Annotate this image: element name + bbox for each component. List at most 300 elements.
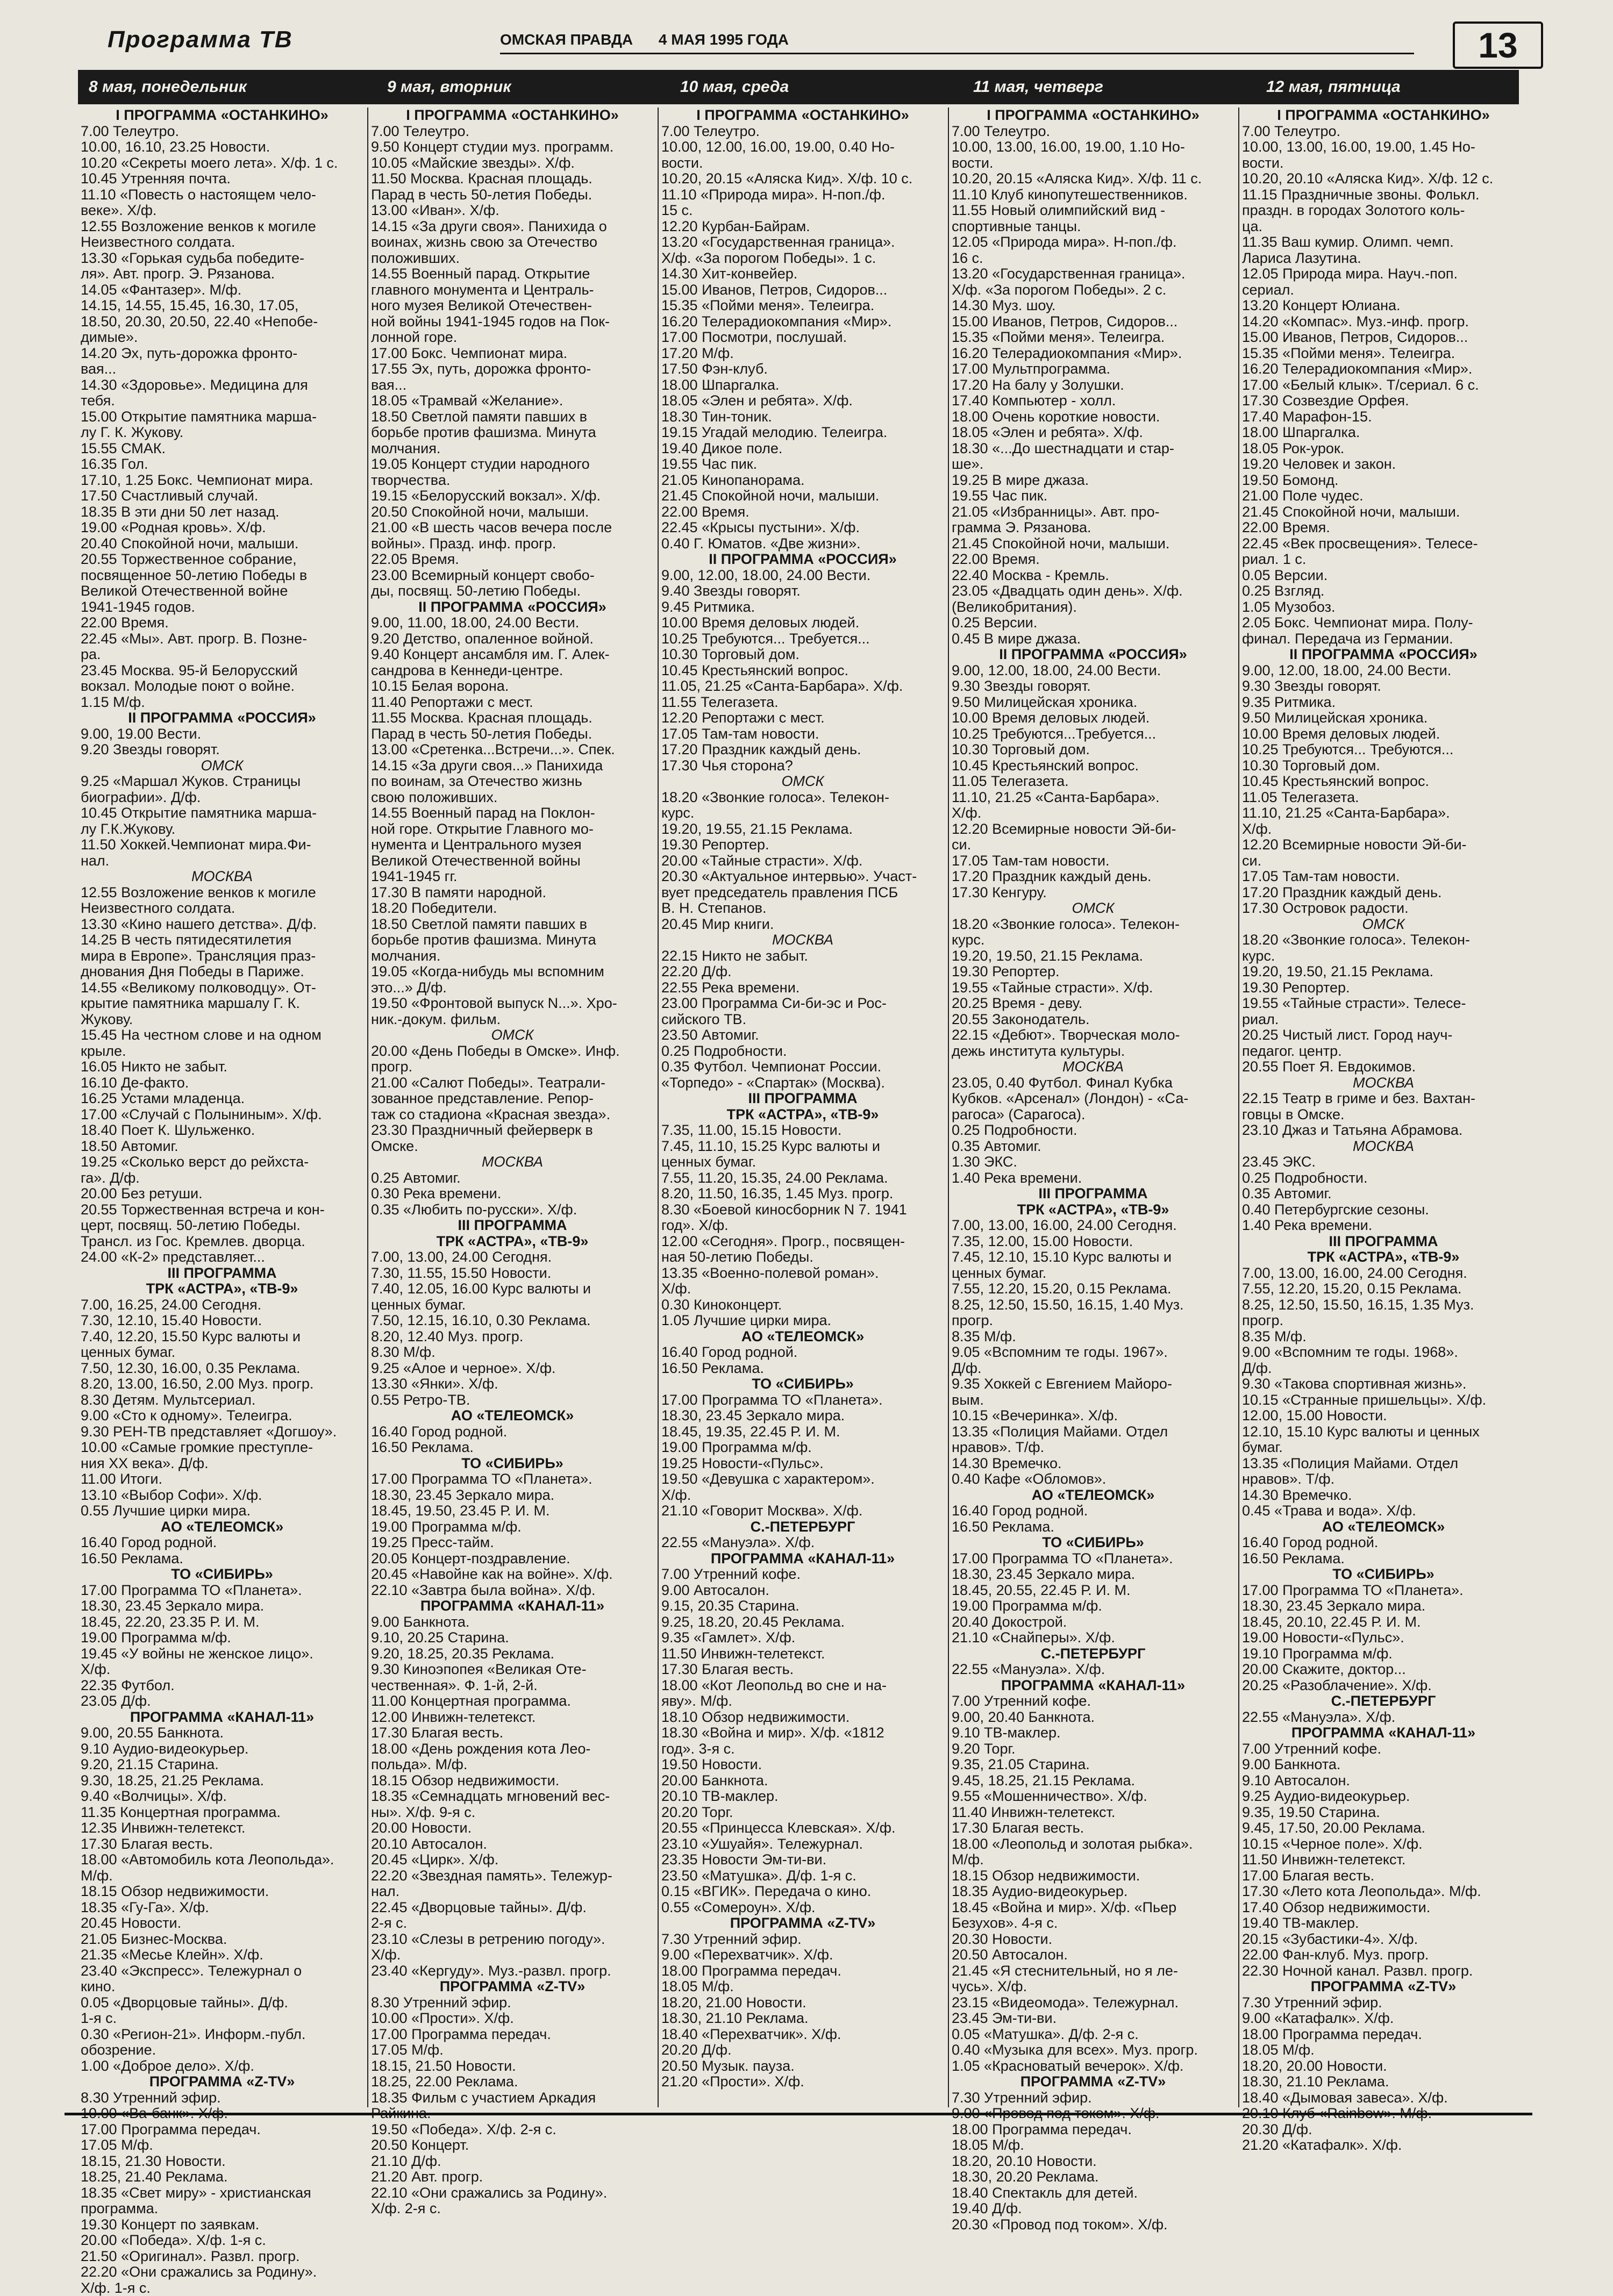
program-entry: 9.10 ТВ-маклер. [952,1725,1234,1741]
program-entry: нумента и Центрального музея [371,837,654,853]
program-entry: 7.55, 11.20, 15.35, 24.00 Реклама. [661,1170,944,1186]
program-entry: 17.30 Благая весть. [81,1836,363,1852]
program-entry: бумаг. [1242,1440,1525,1456]
program-entry: 8.35 М/ф. [1242,1329,1525,1345]
program-entry: 10.45 Крестьянский вопрос. [661,663,944,679]
program-entry: 16.35 Гол. [81,456,363,473]
program-entry: 14.15 «За други своя...» Панихида [371,758,654,774]
program-entry: 0.40 Г. Юматов. «Две жизни». [661,536,944,552]
program-entry: 9.00, 12.00, 18.00, 24.00 Вести. [661,568,944,584]
program-entry: Д/ф. [952,1361,1234,1377]
program-entry: 19.00 Программа м/ф. [371,1519,654,1535]
program-entry: 10.45 Утренняя почта. [81,171,363,187]
program-entry: 23.30 Праздничный фейерверк в [371,1122,654,1139]
program-entry: 9.30 Звезды говорят. [1242,678,1525,695]
program-entry: 18.30, 20.20 Реклама. [952,2169,1234,2185]
program-entry: 11.10 «Повесть о настоящем чело- [81,187,363,203]
program-entry: 9.30 Звезды говорят. [952,678,1234,695]
program-entry: 18.30 «...До шестнадцати и стар- [952,441,1234,457]
program-entry: 7.50, 12.15, 16.10, 0.30 Реклама. [371,1313,654,1329]
program-entry: 9.00 Автосалон. [661,1583,944,1599]
program-entry: 19.15 Угадай мелодию. Телеигра. [661,425,944,441]
program-entry: ценных бумаг. [952,1265,1234,1282]
program-entry: ца. [1242,219,1525,235]
program-entry: лонной горе. [371,330,654,346]
program-entry: 18.30 Тин-тоник. [661,409,944,425]
program-entry: В. Н. Степанов. [661,900,944,917]
program-entry: 22.45 «Мы». Авт. прогр. В. Позне- [81,631,363,647]
program-entry: 8.30 М/ф. [371,1344,654,1361]
program-entry: 9.00 Банкнота. [371,1614,654,1630]
program-entry: 9.55 «Мошенничество». Х/ф. [952,1789,1234,1805]
channel-heading: ПРОГРАММА «КАНАЛ-11» [1242,1725,1525,1741]
program-entry: 0.35 «Любить по-русски». Х/ф. [371,1202,654,1218]
program-entry: 7.40, 12.05, 16.00 Курс валюты и [371,1281,654,1297]
channel-heading: ТРК «АСТРА», «ТВ-9» [661,1107,944,1123]
program-entry: 15.35 «Пойми меня». Телеигра. [1242,346,1525,362]
program-entry: 11.10 «Природа мира». Н-поп./ф. [661,187,944,203]
program-entry: 17.30 «Лето кота Леопольда». М/ф. [1242,1884,1525,1900]
program-entry: спортивные танцы. [952,219,1234,235]
program-entry: 19.40 ТВ-маклер. [1242,1915,1525,1932]
program-entry: чественная». Ф. 1-й, 2-й. [371,1678,654,1694]
program-entry: 21.05 «Избранницы». Авт. про- [952,504,1234,520]
program-entry: М/ф. [81,1868,363,1884]
program-entry: 9.35, 19.50 Старина. [1242,1805,1525,1821]
program-entry: 10.20, 20.10 «Аляска Кид». Х/ф. 12 с. [1242,171,1525,187]
program-entry: 1.05 Лучшие цирки мира. [661,1313,944,1329]
program-entry: 20.40 Спокойной ночи, малыши. [81,536,363,552]
program-entry: 10.00, 16.10, 23.25 Новости. [81,139,363,155]
program-entry: 14.30 «Здоровье». Медицина для [81,377,363,394]
channel-heading: ТРК «АСТРА», «ТВ-9» [81,1281,363,1297]
channel-heading: ПРОГРАММА «КАНАЛ-11» [952,1678,1234,1694]
program-entry: 19.25 В мире джаза. [952,473,1234,489]
column-tuesday [371,108,654,2107]
program-entry: 17.30 В памяти народной. [371,885,654,901]
program-entry: 18.25, 21.40 Реклама. [81,2169,363,2185]
program-entry: 18.20 «Звонкие голоса». Телекон- [952,917,1234,933]
program-entry: Х/ф. «За порогом Победы». 2 с. [952,282,1234,298]
program-entry: молчания. [371,948,654,964]
region-subheading: МОСКВА [371,1154,654,1170]
program-entry: 22.00 Время. [661,504,944,520]
program-entry: 20.00 «День Победы в Омске». Инф. [371,1043,654,1060]
section-title: Программа ТВ [108,26,387,54]
program-entry: 7.00 Телеутро. [1242,124,1525,140]
program-entry: 17.00 «Случай с Полыниным». Х/ф. [81,1107,363,1123]
program-entry: молчания. [371,441,654,457]
program-entry: 19.00 Программа м/ф. [661,1440,944,1456]
program-entry: 13.30 «Янки». Х/ф. [371,1376,654,1392]
program-entry: вая... [371,377,654,394]
program-entry: 9.30 РЕН-ТВ представляет «Догшоу». [81,1424,363,1440]
program-entry: 7.00, 16.25, 24.00 Сегодня. [81,1297,363,1313]
region-subheading: ОМСК [81,758,363,774]
program-entry: 18.00 «Кот Леопольд во сне и на- [661,1678,944,1694]
program-entry: 9.00 Банкнота. [1242,1757,1525,1773]
program-entry: сериал. [1242,282,1525,298]
program-entry: 14.30 Хит-конвейер. [661,266,944,282]
program-entry: Х/ф. [952,805,1234,821]
program-entry: 18.00 «День рождения кота Лео- [371,1741,654,1757]
program-entry: 7.55, 12.20, 15.20, 0.15 Реклама. [1242,1281,1525,1297]
program-entry: 16.50 Реклама. [952,1519,1234,1535]
program-entry: 23.40 «Кергуду». Муз.-развл. прогр. [371,1963,654,1979]
program-entry: 20.25 Чистый лист. Город науч- [1242,1027,1525,1043]
program-entry: Х/ф. [81,1662,363,1678]
program-entry: 9.20 Торг. [952,1741,1234,1757]
program-entry: 20.45 Мир книги. [661,917,944,933]
program-entry: 9.05 «Вспомним те годы. 1967». [952,1344,1234,1361]
program-entry: 8.35 М/ф. [952,1329,1234,1345]
program-entry: борьбе против фашизма. Минута [371,932,654,948]
program-entry: 18.35 «Свет миру» - христианская [81,2185,363,2201]
program-entry: ля». Авт. прогр. Э. Рязанова. [81,266,363,282]
program-entry: тебя. [81,393,363,409]
program-entry: 9.50 Концерт студии муз. программ. [371,139,654,155]
program-entry: 1.05 «Красноватый вечерок». Х/ф. [952,2058,1234,2075]
program-entry: 7.00 Утренний кофе. [661,1567,944,1583]
program-entry: прогр. [1242,1313,1525,1329]
program-entry: 18.00 Программа передач. [661,1963,944,1979]
program-entry: 23.10 «Ушуайя». Тележурнал. [661,1836,944,1852]
program-entry: 21.00 Поле чудес. [1242,488,1525,504]
program-entry: 18.05 Рок-урок. [1242,441,1525,457]
program-entry: 9.35 Ритмика. [1242,695,1525,711]
program-entry: 17.20 Праздник каждый день. [661,742,944,758]
program-entry: 22.55 «Мануэла». Х/ф. [661,1535,944,1551]
program-entry: 15.00 Открытие памятника марша- [81,409,363,425]
program-entry: ная 50-летию Победы. [661,1249,944,1265]
program-entry: 17.00 Благая весть. [1242,1868,1525,1884]
program-entry: 9.35 «Гамлет». Х/ф. [661,1630,944,1646]
program-entry: 1.40 Река времени. [952,1170,1234,1186]
program-entry: 10.00 «Самые громкие преступле- [81,1440,363,1456]
program-entry: 9.40 Звезды говорят. [661,583,944,599]
channel-heading: II ПРОГРАММА «РОССИЯ» [952,647,1234,663]
program-entry: ны». Х/ф. 9-я с. [371,1805,654,1821]
program-entry: 18.00 Программа передач. [952,2122,1234,2138]
program-entry: 19.40 Дикое поле. [661,441,944,457]
channel-heading: III ПРОГРАММА [1242,1234,1525,1250]
program-entry: 13.20 «Государственная граница». [952,266,1234,282]
program-entry: 9.25 «Маршал Жуков. Страницы [81,774,363,790]
program-entry: 0.25 Подробности. [1242,1170,1525,1186]
program-entry: 14.55 Военный парад на Поклон- [371,805,654,821]
day-header-bar [78,70,1519,104]
program-entry: 22.10 «Завтра была война». Х/ф. [371,1583,654,1599]
program-entry: Омске. [371,1139,654,1155]
program-entry: 11.10 Клуб кинопутешественников. [952,187,1234,203]
program-entry: 18.30, 21.10 Реклама. [661,2011,944,2027]
program-entry: 12.05 Природа мира. Науч.-поп. [1242,266,1525,282]
program-entry: 11.10, 21.25 «Санта-Барбара». [952,790,1234,806]
program-entry: 13.35 «Полиция Майами. Отдел [1242,1456,1525,1472]
program-entry: 17.40 Компьютер - холл. [952,393,1234,409]
program-entry: вости. [1242,155,1525,171]
program-entry: 10.20 «Секреты моего лета». Х/ф. 1 с. [81,155,363,171]
program-entry: 23.05 «Двадцать один день». Х/ф. [952,583,1234,599]
program-entry: 7.30, 11.55, 15.50 Новости. [371,1265,654,1282]
program-entry: 21.45 Спокойной ночи, малыши. [1242,504,1525,520]
program-entry: 19.55 Час пик. [661,456,944,473]
program-entry: 8.20, 13.00, 16.50, 2.00 Муз. прогр. [81,1376,363,1392]
program-entry: 16.20 Телерадиокомпания «Мир». [952,346,1234,362]
program-entry: 20.00 Новости. [371,1820,654,1836]
program-entry: 18.30, 23.45 Зеркало мира. [371,1487,654,1504]
program-entry: 1.05 Музобоз. [1242,599,1525,616]
program-entry: 20.25 Время - деву. [952,996,1234,1012]
program-entry: 23.40 «Экспресс». Тележурнал о [81,1963,363,1979]
program-entry: 15.55 СМАК. [81,441,363,457]
program-entry: 21.10 «Говорит Москва». Х/ф. [661,1503,944,1519]
program-entry: 9.45, 18.25, 21.15 Реклама. [952,1773,1234,1789]
program-entry: 20.00 «Победа». Х/ф. 1-я с. [81,2233,363,2249]
program-entry: 11.50 Москва. Красная площадь. [371,171,654,187]
program-entry: 20.50 Музык. пауза. [661,2058,944,2075]
program-entry: 9.00, 12.00, 18.00, 24.00 Вести. [1242,663,1525,679]
program-entry: 19.50 Бомонд. [1242,473,1525,489]
program-entry: си. [1242,853,1525,869]
program-entry: 9.30 «Такова спортивная жизнь». [1242,1376,1525,1392]
day-monday: 8 мая, понедельник [89,70,358,104]
program-entry: 9.40 Концерт ансамбля им. Г. Алек- [371,647,654,663]
program-entry: 18.35 В эти дни 50 лет назад. [81,504,363,520]
program-entry: 18.30, 23.45 Зеркало мира. [952,1567,1234,1583]
program-entry: 18.05 М/ф. [1242,2042,1525,2058]
channel-heading: ТО «СИБИРЬ» [661,1376,944,1392]
program-entry: 9.10 Аудио-видеокурьер. [81,1741,363,1757]
program-entry: таж со стадиона «Красная звезда». [371,1107,654,1123]
program-entry: 23.00 Программа Си-би-эс и Рос- [661,996,944,1012]
program-entry: 0.05 «Дворцовые тайны». Д/ф. [81,1995,363,2011]
program-entry: 17.55 Эх, путь, дорожка фронто- [371,361,654,377]
program-entry: 14.05 «Фантазер». М/ф. [81,282,363,298]
program-entry: 13.30 «Кино нашего детства». Д/ф. [81,917,363,933]
program-entry: Х/ф. [1242,821,1525,838]
program-entry: 0.40 Кафе «Обломов». [952,1471,1234,1487]
program-entry: 1.15 М/ф. [81,695,363,711]
program-entry: 19.30 Репортер. [1242,980,1525,996]
program-entry: биографии». Д/ф. [81,790,363,806]
program-entry: 21.00 «В шесть часов вечера после [371,520,654,536]
program-entry: 15.00 Иванов, Петров, Сидоров... [661,282,944,298]
program-entry: 9.00, 20.40 Банкнота. [952,1710,1234,1726]
program-entry: 12.55 Возложение венков к могиле [81,885,363,901]
program-entry: 10.15 «Черное поле». Х/ф. [1242,1836,1525,1852]
program-entry: 17.00 Программа ТО «Планета». [952,1551,1234,1567]
program-entry: 23.15 «Видеомода». Тележурнал. [952,1995,1234,2011]
program-entry: 19.55 «Тайные страсти». Х/ф. [952,980,1234,996]
program-entry: Лариса Лазутина. [1242,251,1525,267]
program-entry: год». Х/ф. [661,1218,944,1234]
program-entry: 8.30 Утренний эфир. [81,2090,363,2106]
program-entry: 10.00 Время деловых людей. [661,615,944,631]
program-entry: ценных бумаг. [371,1297,654,1313]
program-entry: 20.40 Докострой. [952,1614,1234,1630]
program-entry: 18.20, 21.00 Новости. [661,1995,944,2011]
program-entry: 0.05 «Матушка». Д/ф. 2-я с. [952,2027,1234,2043]
program-entry: 17.00 Программа ТО «Планета». [1242,1583,1525,1599]
program-entry: 0.30 «Регион-21». Информ.-публ. [81,2027,363,2043]
program-entry: 7.00 Телеутро. [371,124,654,140]
program-entry: ного музея Великой Отечествен- [371,298,654,314]
program-entry: 9.25, 18.20, 20.45 Реклама. [661,1614,944,1630]
program-entry: 22.55 «Мануэла». Х/ф. [1242,1710,1525,1726]
program-entry: Х/ф. 2-я с. [371,2201,654,2217]
program-entry: 0.30 Река времени. [371,1186,654,1202]
program-entry: 13.35 «Полиция Майами. Отдел [952,1424,1234,1440]
program-entry: 19.50 «Фронтовой выпуск N...». Хро- [371,996,654,1012]
channel-heading: III ПРОГРАММА [371,1218,654,1234]
program-entry: 17.30 Кенгуру. [952,885,1234,901]
program-entry: 19.15 «Белорусский вокзал». Х/ф. [371,488,654,504]
program-entry: 18.20 Победители. [371,900,654,917]
program-entry: 20.10 ТВ-маклер. [661,1789,944,1805]
channel-heading: АО «ТЕЛЕОМСК» [1242,1519,1525,1535]
program-entry: 22.05 Время. [371,552,654,568]
program-entry: рагоса» (Сарагоса). [952,1107,1234,1123]
program-entry: 17.40 Обзор недвижимости. [1242,1900,1525,1916]
program-entry: днования Дня Победы в Париже. [81,964,363,980]
program-entry: ценных бумаг. [661,1154,944,1170]
program-entry: 18.40 «Перехватчик». Х/ф. [661,2027,944,2043]
program-entry: прогр. [371,1059,654,1075]
program-entry: 12.20 Всемирные новости Эй-би- [1242,837,1525,853]
program-entry: 11.05 Телегазета. [952,774,1234,790]
program-entry: 11.05 Телегазета. [1242,790,1525,806]
program-entry: 0.55 Лучшие цирки мира. [81,1503,363,1519]
channel-heading: ПРОГРАММА «КАНАЛ-11» [661,1551,944,1567]
region-subheading: ОМСК [371,1027,654,1043]
program-entry: 19.30 Репортер. [661,837,944,853]
program-entry: (Великобритания). [952,599,1234,616]
program-entry: ной горе. Открытие Главного мо- [371,821,654,838]
program-entry: 9.00 «Вспомним те годы. 1968». [1242,1344,1525,1361]
page-number: 13 [1453,22,1543,69]
program-entry: обозрение. [81,2042,363,2058]
program-entry: 16.50 Реклама. [371,1440,654,1456]
program-entry: Парад в честь 50-летия Победы. [371,726,654,742]
region-subheading: МОСКВА [661,932,944,948]
program-entry: 18.15 Обзор недвижимости. [81,1884,363,1900]
program-entry: 0.30 Киноконцерт. [661,1297,944,1313]
region-subheading: МОСКВА [1242,1075,1525,1091]
program-entry: 0.25 Взгляд. [1242,583,1525,599]
program-entry: свою положивших. [371,790,654,806]
program-entry: 12.10, 15.10 Курс валюты и ценных [1242,1424,1525,1440]
program-entry: 9.45, 17.50, 20.00 Реклама. [1242,1820,1525,1836]
program-entry: 1.00 «Доброе дело». Х/ф. [81,2058,363,2075]
program-entry: 10.30 Торговый дом. [952,742,1234,758]
program-entry: 17.30 Чья сторона? [661,758,944,774]
program-entry: 12.20 Курбан-Байрам. [661,219,944,235]
program-entry: 18.50, 20.30, 20.50, 22.40 «Непобе- [81,314,363,330]
channel-heading: ТО «СИБИРЬ» [81,1567,363,1583]
column-divider [367,108,368,2107]
channel-heading: С.-ПЕТЕРБУРГ [661,1519,944,1535]
program-entry: 11.50 Инвижн-телетекст. [661,1646,944,1662]
program-entry: 7.00 Утренний кофе. [952,1693,1234,1710]
program-entry: 11.40 Репортажи с мест. [371,695,654,711]
program-entry: 12.00 Инвижн-телетекст. [371,1710,654,1726]
program-entry: финал. Передача из Германии. [1242,631,1525,647]
channel-heading: I ПРОГРАММА «ОСТАНКИНО» [371,108,654,124]
program-entry: 20.20 Торг. [661,1805,944,1821]
program-entry: 1941-1945 годов. [81,599,363,616]
program-entry: 0.35 Автомиг. [1242,1186,1525,1202]
program-entry: 20.50 Концерт. [371,2137,654,2154]
program-entry: 12.05 «Природа мира». Н-поп./ф. [952,234,1234,251]
program-entry: 18.00 Программа передач. [1242,2027,1525,2043]
program-entry: 10.45 Крестьянский вопрос. [952,758,1234,774]
channel-heading: ПРОГРАММА «Z-TV» [371,1979,654,1995]
program-entry: 17.20 М/ф. [661,346,944,362]
program-entry: 20.20 Д/ф. [661,2042,944,2058]
program-entry: 0.05 Версии. [1242,568,1525,584]
program-entry: 10.00, 13.00, 16.00, 19.00, 1.10 Но- [952,139,1234,155]
program-entry: 20.30 «Провод под током». Х/ф. [952,2217,1234,2233]
program-entry: 19.05 Концерт студии народного [371,456,654,473]
program-entry: 18.35 Фильм с участием Аркадия [371,2090,654,2106]
program-entry: 21.05 Кинопанорама. [661,473,944,489]
program-entry: 18.30, 23.45 Зеркало мира. [1242,1598,1525,1614]
program-entry: 18.25, 22.00 Реклама. [371,2074,654,2090]
channel-heading: ТО «СИБИРЬ» [952,1535,1234,1551]
program-entry: 1.30 ЭКС. [952,1154,1234,1170]
program-entry: 9.30 Киноэпопея «Великая Оте- [371,1662,654,1678]
program-entry: 20.10 Автосалон. [371,1836,654,1852]
program-entry: 14.25 В честь пятидесятилетия [81,932,363,948]
region-subheading: ОМСК [1242,917,1525,933]
program-entry: творчества. [371,473,654,489]
program-entry: 18.45, 20.55, 22.45 Р. И. М. [952,1583,1234,1599]
program-entry: крыле. [81,1043,363,1060]
program-entry: 11.40 Инвижн-телетекст. [952,1805,1234,1821]
program-entry: 9.00, 19.00 Вести. [81,726,363,742]
program-entry: 21.10 «Снайперы». Х/ф. [952,1630,1234,1646]
program-entry: 10.15 «Вечеринка». Х/ф. [952,1408,1234,1424]
program-entry: чусь». Х/ф. [952,1979,1234,1995]
program-entry: 7.30, 12.10, 15.40 Новости. [81,1313,363,1329]
program-entry: 18.35 Аудио-видеокурьер. [952,1884,1234,1900]
program-entry: 12.20 Всемирные новости Эй-би- [952,821,1234,838]
program-entry: 23.05, 0.40 Футбол. Финал Кубка [952,1075,1234,1091]
program-entry: 9.50 Милицейская хроника. [952,695,1234,711]
program-entry: 9.25 Аудио-видеокурьер. [1242,1789,1525,1805]
program-entry: 15.35 «Пойми меня». Телеигра. [952,330,1234,346]
program-entry: Кубков. «Арсенал» (Лондон) - «Са- [952,1091,1234,1107]
program-entry: 16.40 Город родной. [371,1424,654,1440]
program-entry: 10.30 Торговый дом. [661,647,944,663]
program-entry: курс. [661,805,944,821]
program-entry: 9.00, 20.55 Банкнота. [81,1725,363,1741]
program-entry: вокзал. Молодые поют о войне. [81,678,363,695]
program-entry: 7.00 Телеутро. [661,124,944,140]
program-entry: 20.30 «Актуальное интервью». Участ- [661,869,944,885]
program-entry: 22.15 «Дебют». Творческая моло- [952,1027,1234,1043]
day-friday: 12 мая, пятница [1266,70,1514,104]
program-entry: 15.45 На честном слове и на одном [81,1027,363,1043]
channel-heading: ТО «СИБИРЬ» [1242,1567,1525,1583]
program-entry: 9.35, 21.05 Старина. [952,1757,1234,1773]
program-entry: 22.20 «Они сражались за Родину». [81,2264,363,2280]
program-entry: польда». М/ф. [371,1757,654,1773]
program-entry: 19.00 Программа м/ф. [81,1630,363,1646]
channel-heading: ПРОГРАММА «КАНАЛ-11» [371,1598,654,1614]
program-entry: 7.40, 12.20, 15.50 Курс валюты и [81,1329,363,1345]
